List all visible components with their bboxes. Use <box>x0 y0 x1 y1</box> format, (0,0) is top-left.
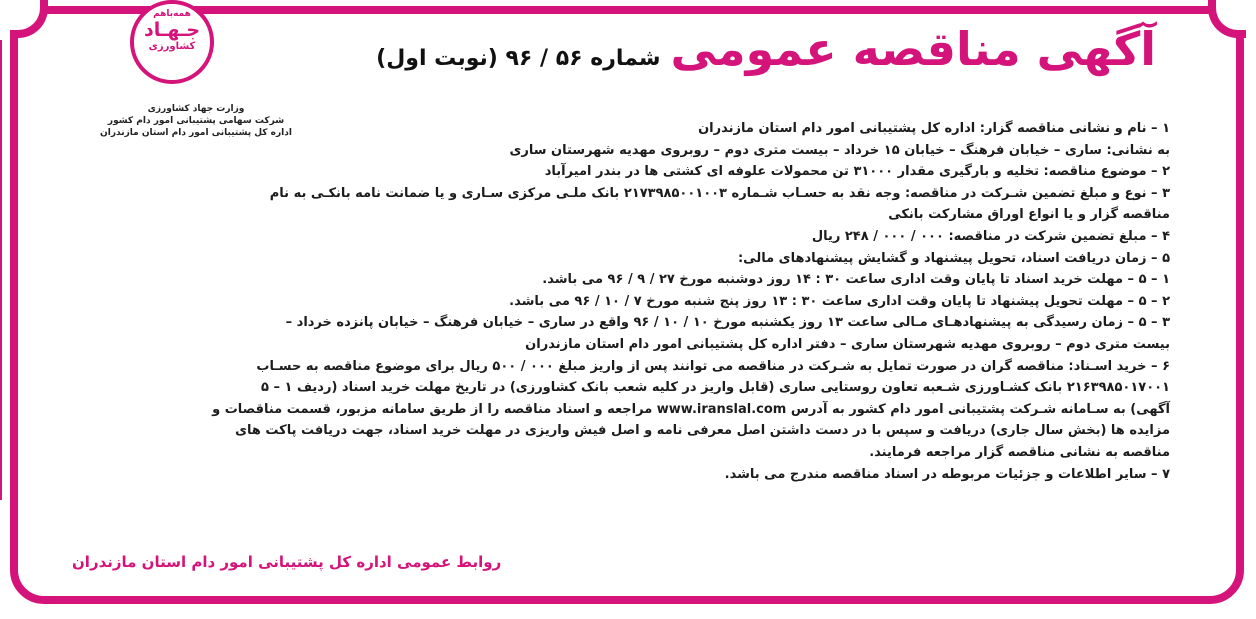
body-line: ۷ – سایر اطلاعات و جزئیات مربوطه در اسناد مناقصه مندرج می باشد. <box>724 466 1170 482</box>
org-line-2: شرکت سهامی پشتیبانی امور دام کشور <box>107 116 285 126</box>
headline-title: آگهی مناقصه عمومی <box>670 22 1156 76</box>
headline-number: شماره ۵۶ / ۹۶ (نوبت اول) <box>376 46 661 71</box>
ministry-logo <box>130 0 214 84</box>
body-line: مزایده ها (بخش سال جاری) دریافت و سپس با در دست داشتن اصل معرفی نامه و اصل فیش واریزی در مهلت خرید اسناد، جهت دریافت پاکت های <box>235 423 1170 439</box>
logo-top-text: همه‌باهم <box>153 9 191 19</box>
body-line: ۲۱۶۳۹۸۵۰۱۷۰۰۱ بانک کشـاورزی شـعبه تعاون روستایی ساری (قابل واریز در کلیه شعب بانک کشاورزی) در تاریخ مهلت خرید اسناد (ردیف ۱ – ۵ <box>260 380 1170 396</box>
body-line: ۲ – موضوع مناقصه: تخلیه و بارگیری مقدار ۳۱۰۰۰ تن محمولات علوفه ای کشتی ها در بندر امیرآباد <box>544 164 1170 180</box>
org-line-3: اداره کل پشتیبانی امور دام استان مازندران <box>100 128 292 138</box>
body-line: ۳ – ۵ – زمان رسیدگی به پیشنهادهـای مـالی ساعت ۱۳ روز یکشنبه مورخ ۱۰ / ۱۰ / ۹۶ واقع در ساری – خیابان فرهنگ – خیابان پانزده خرداد – <box>285 315 1170 331</box>
body-line: ۱ – نام و نشانی مناقصه گزار: اداره کل پشتیبانی امور دام استان مازندران <box>698 121 1170 136</box>
body-line: ۴ – مبلغ تضمین شرکت در مناقصه: ۰۰۰ / ۰۰۰ / ۲۴۸ ریال <box>811 228 1170 244</box>
left-edge-rule <box>0 40 2 500</box>
body-line: بیست متری دوم – روبروی مهدیه شهرستان ساری – دفتر اداره کل پشتیبانی امور دام استان مازندران <box>525 336 1170 352</box>
body-line: ۲ – ۵ – مهلت تحویل پیشنهاد تا پایان وقت اداری ساعت ۳۰ : ۱۳ روز پنج شنبه مورخ ۷ / ۱۰ / ۹۶ می باشد. <box>509 293 1170 309</box>
footer-signature: روابط عمومی اداره کل پشتیبانی امور دام استان مازندران <box>72 553 502 571</box>
body-line: آگهی) به سـامانه شـرکت پشتیبانی امور دام کشور به آدرس www.iranslal.com مراجعه و اسناد مناقصه را از طریق سامانه مزبور، قسمت مناقصات و <box>212 401 1170 417</box>
body-line: ۶ – خرید اسـناد: مناقصه گران در صورت تمایل به شـرکت در مناقصه می توانند پس از واریز مبلغ ۰۰۰ / ۵۰۰ ریال برای موضوع مناقصه به حسـاب <box>256 358 1170 374</box>
body-line: به نشانی: ساری – خیابان فرهنگ – خیابان ۱۵ خرداد – بیست متری دوم – روبروی مهدیه شهرستان ساری <box>509 142 1170 158</box>
logo-sub-text: کشاورزی <box>148 41 196 52</box>
body-line: ۵ – زمان دریافت اسناد، تحویل پیشنهاد و گشایش پیشنهادهای مالی: <box>737 250 1170 266</box>
org-line-1: وزارت جهاد کشاورزی <box>147 104 245 114</box>
body-line: ۳ – نوع و مبلغ تضمین شـرکت در مناقصه: وجه نقد به حسـاب شـماره ۲۱۷۳۹۸۵۰۰۱۰۰۳ بانک ملـی مرکزی سـاری و یا ضمانت نامه بانکـی به نام <box>269 185 1170 201</box>
body-line: مناقصه گزار و یا انواع اوراق مشارکت بانکی <box>888 207 1170 223</box>
body-line: مناقصه به نشانی مناقصه گزار مراجعه فرمایند. <box>869 444 1170 460</box>
body-line: ۱ – ۵ – مهلت خرید اسناد تا پایان وقت اداری ساعت ۳۰ : ۱۴ روز دوشنبه مورخ ۲۷ / ۹ / ۹۶ می باشد. <box>542 272 1170 288</box>
headline <box>376 22 1156 76</box>
logo-main-text: جـهـاد <box>143 19 201 41</box>
notice-body <box>70 118 1170 485</box>
